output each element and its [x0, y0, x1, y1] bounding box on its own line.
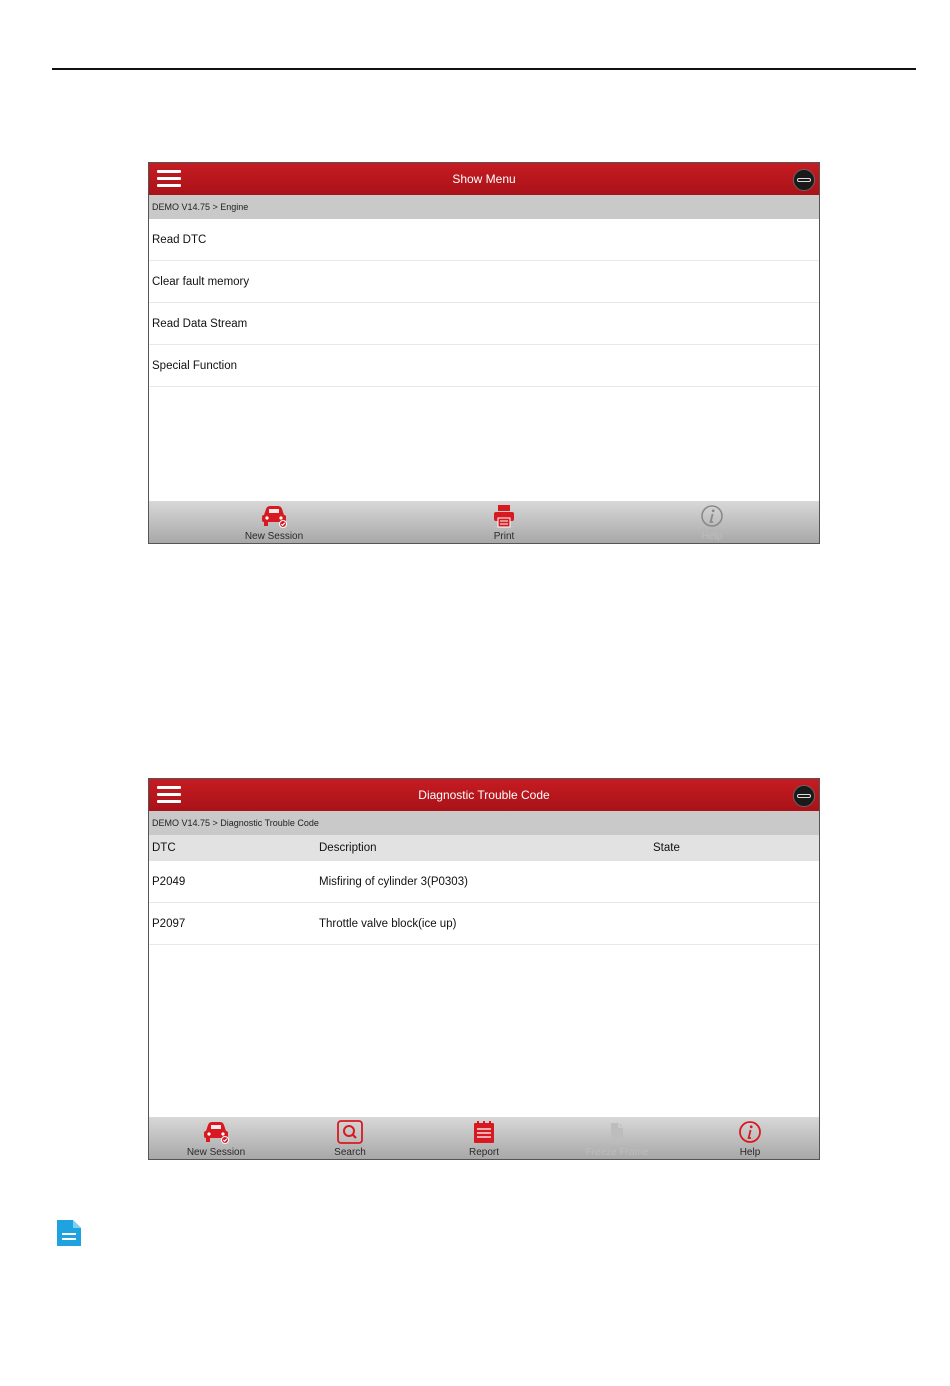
- menu-item-read-data-stream[interactable]: Read Data Stream: [149, 303, 819, 345]
- breadcrumb: DEMO V14.75 > Diagnostic Trouble Code: [149, 811, 819, 835]
- hamburger-menu-icon[interactable]: [157, 786, 181, 804]
- car-icon: [260, 504, 288, 528]
- help-info-icon: [700, 504, 724, 528]
- search-label: Search: [334, 1147, 366, 1158]
- freeze-frame-icon: [607, 1120, 627, 1144]
- help-info-icon: [738, 1120, 762, 1144]
- bottom-toolbar: [149, 1117, 819, 1159]
- hamburger-menu-icon[interactable]: [157, 170, 181, 188]
- dtc-code: P2049: [152, 876, 186, 888]
- car-icon: [202, 1120, 230, 1144]
- help-label: Help: [701, 531, 723, 542]
- report-icon: [472, 1120, 496, 1144]
- title-bar: [149, 779, 819, 811]
- menu-item-clear-fault-memory[interactable]: Clear fault memory: [149, 261, 819, 303]
- app-logo-icon[interactable]: [793, 785, 815, 807]
- dtc-screen: [148, 778, 820, 1160]
- dtc-description: Misfiring of cylinder 3(P0303): [319, 876, 468, 888]
- table-row[interactable]: [149, 861, 819, 903]
- page-top-rule: [52, 68, 916, 70]
- print-button[interactable]: [459, 501, 549, 543]
- dtc-description: Throttle valve block(ice up): [319, 918, 457, 930]
- report-label: Report: [468, 1147, 499, 1158]
- new-session-label: New Session: [244, 531, 304, 542]
- breadcrumb: DEMO V14.75 > Engine: [149, 195, 819, 219]
- help-button[interactable]: [667, 501, 757, 543]
- function-menu-list: [149, 219, 819, 387]
- show-menu-screen: [148, 162, 820, 544]
- search-icon: [337, 1120, 363, 1144]
- search-button[interactable]: [305, 1117, 395, 1159]
- printer-icon: [492, 504, 516, 528]
- new-session-button[interactable]: [229, 501, 319, 543]
- freeze-frame-label: Freeze Frame: [585, 1147, 649, 1158]
- screen-title: Show Menu: [452, 172, 516, 186]
- menu-item-special-function[interactable]: Special Function: [149, 345, 819, 387]
- help-label: Help: [739, 1147, 761, 1158]
- column-header-description: Description: [319, 842, 377, 854]
- note-document-icon: [55, 1218, 83, 1248]
- bottom-toolbar: [149, 501, 819, 543]
- report-button[interactable]: [439, 1117, 529, 1159]
- print-label: Print: [493, 531, 515, 542]
- column-header-state: State: [653, 842, 680, 854]
- menu-item-read-dtc[interactable]: Read DTC: [149, 219, 819, 261]
- help-button[interactable]: [705, 1117, 795, 1159]
- dtc-table-header: [149, 835, 819, 861]
- new-session-button[interactable]: [171, 1117, 261, 1159]
- app-logo-icon[interactable]: [793, 169, 815, 191]
- screen-title: Diagnostic Trouble Code: [418, 788, 550, 802]
- new-session-label: New Session: [186, 1147, 246, 1158]
- table-row[interactable]: [149, 903, 819, 945]
- dtc-table: [149, 861, 819, 945]
- dtc-code: P2097: [152, 918, 186, 930]
- title-bar: [149, 163, 819, 195]
- column-header-dtc: DTC: [152, 842, 176, 854]
- freeze-frame-button[interactable]: [572, 1117, 662, 1159]
